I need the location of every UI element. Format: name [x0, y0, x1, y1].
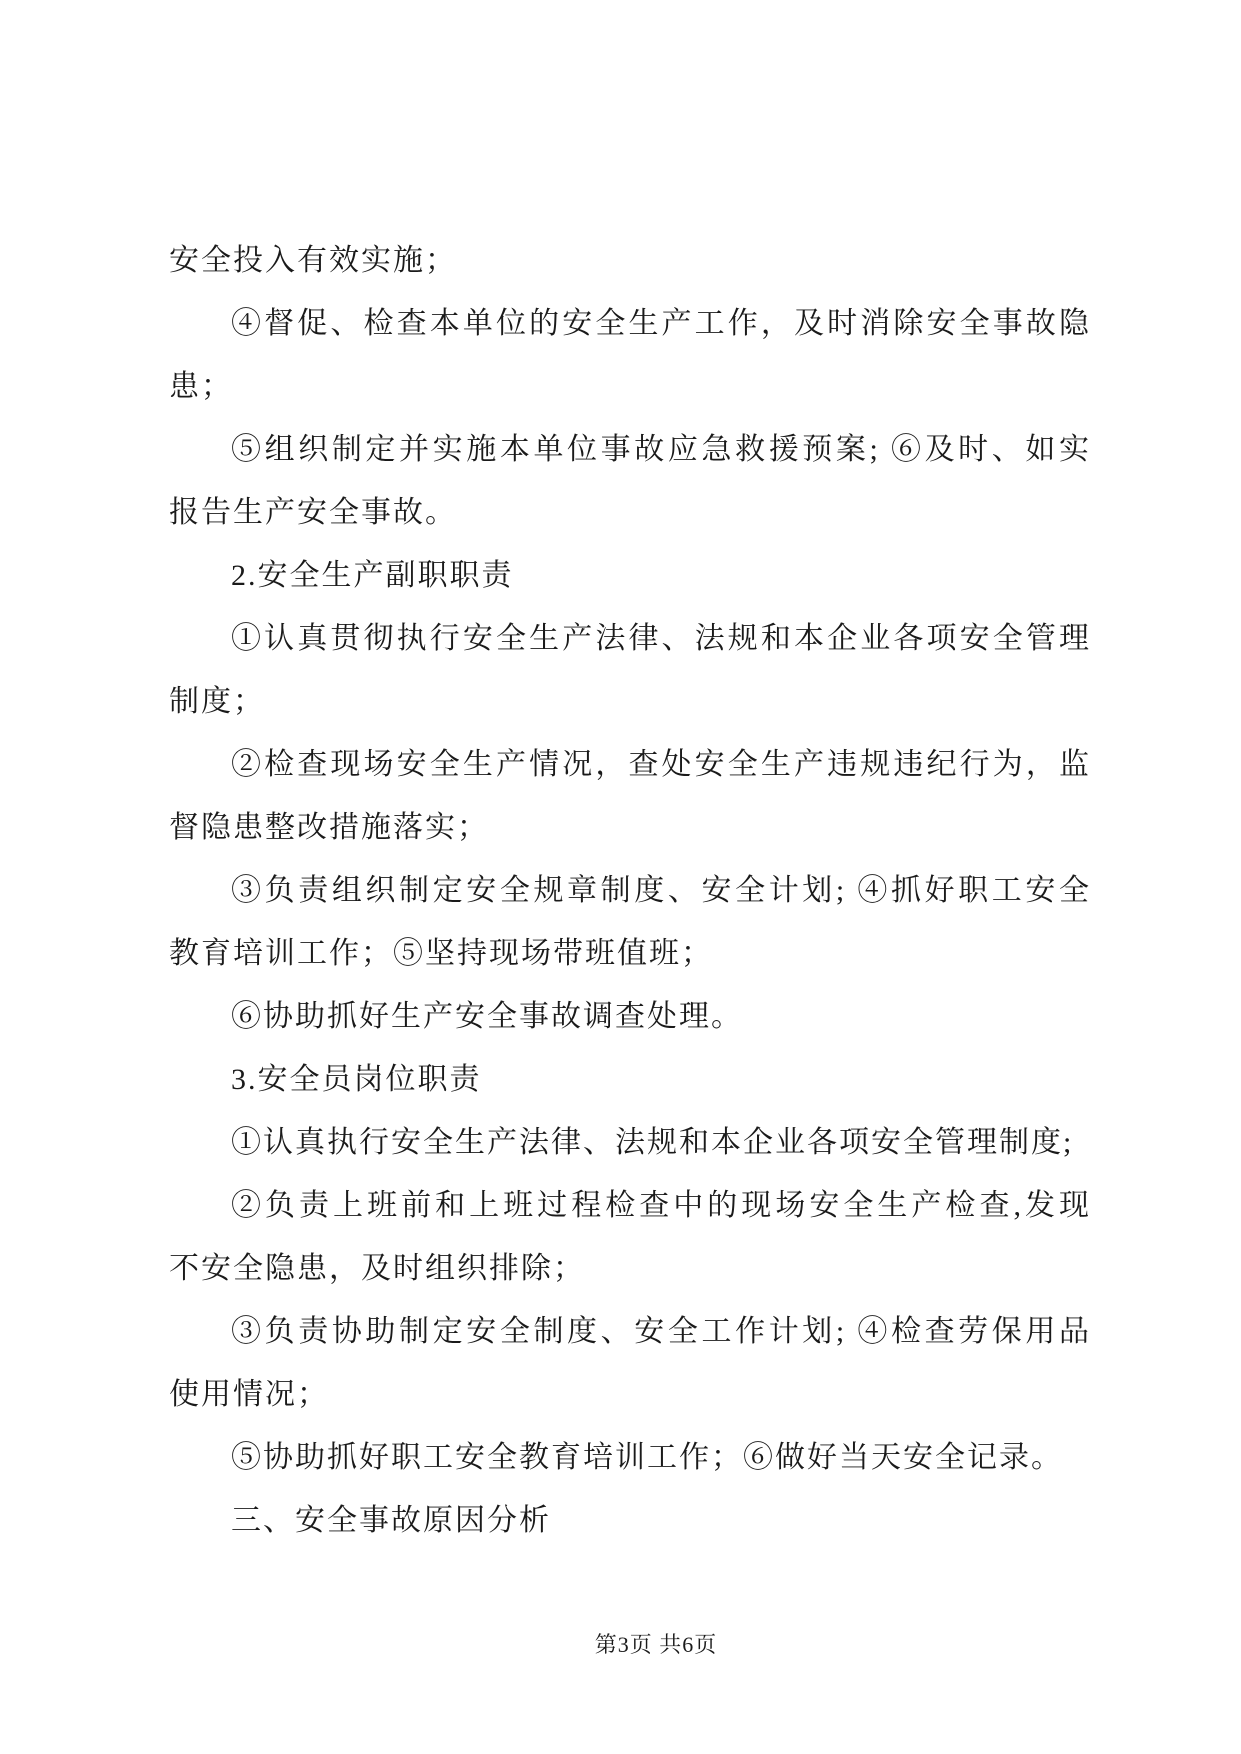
list-item — [169, 292, 1091, 418]
paragraph-line: 患； — [169, 370, 233, 403]
section-accident-cause-analysis — [169, 1489, 1091, 1552]
paragraph-line: ②检查现场安全生产情况，查处安全生产违规违纪行为，监 — [231, 748, 1091, 781]
section-heading: 3.安全员岗位职责 — [231, 1063, 482, 1096]
page-footer: 第3页 共6页 — [594, 1632, 718, 1657]
list-item — [169, 733, 1091, 859]
paragraph-line: ②负责上班前和上班过程检查中的现场安全生产检查,发现 — [231, 1189, 1091, 1222]
continued-paragraph-line: 安全投入有效实施； — [169, 244, 457, 277]
paragraph-line: ①认真执行安全生产法律、法规和本企业各项安全管理制度; — [231, 1126, 1074, 1159]
paragraph-line: ①认真贯彻执行安全生产法律、法规和本企业各项安全管理 — [231, 622, 1091, 655]
list-item — [169, 1111, 1091, 1174]
paragraph-line: ③负责协助制定安全制度、安全工作计划; ④检查劳保用品 — [231, 1315, 1091, 1348]
paragraph-line: 报告生产安全事故。 — [169, 496, 457, 529]
paragraph-line: ④督促、检查本单位的安全生产工作，及时消除安全事故隐 — [231, 307, 1091, 340]
list-item — [169, 418, 1091, 544]
paragraph-line: 教育培训工作；⑤坚持现场带班值班； — [169, 937, 713, 970]
paragraph-line: ③负责组织制定安全规章制度、安全计划; ④抓好职工安全 — [231, 874, 1091, 907]
paragraph-line: 制度； — [169, 685, 265, 718]
document-body — [169, 229, 1091, 1552]
list-item — [169, 607, 1091, 733]
paragraph-line: 不安全隐患，及时组织排除； — [169, 1252, 585, 1285]
section-duties-deputy — [169, 544, 1091, 1048]
paragraph-line: 使用情况； — [169, 1378, 329, 1411]
paragraph-line: ⑥协助抓好生产安全事故调查处理。 — [231, 1000, 743, 1033]
list-item — [169, 859, 1091, 985]
paragraph-line: ⑤组织制定并实施本单位事故应急救援预案; ⑥及时、如实 — [231, 433, 1091, 466]
paragraph-line: 督隐患整改措施落实； — [169, 811, 489, 844]
list-item — [169, 1174, 1091, 1300]
list-item — [169, 1426, 1091, 1489]
section-heading: 三、安全事故原因分析 — [231, 1504, 551, 1537]
list-item — [169, 985, 1091, 1048]
list-item — [169, 1300, 1091, 1426]
paragraph-line: ⑤协助抓好职工安全教育培训工作；⑥做好当天安全记录。 — [231, 1441, 1063, 1474]
section-duties-safety-officer — [169, 1048, 1091, 1489]
section-heading: 2.安全生产副职职责 — [231, 559, 514, 592]
